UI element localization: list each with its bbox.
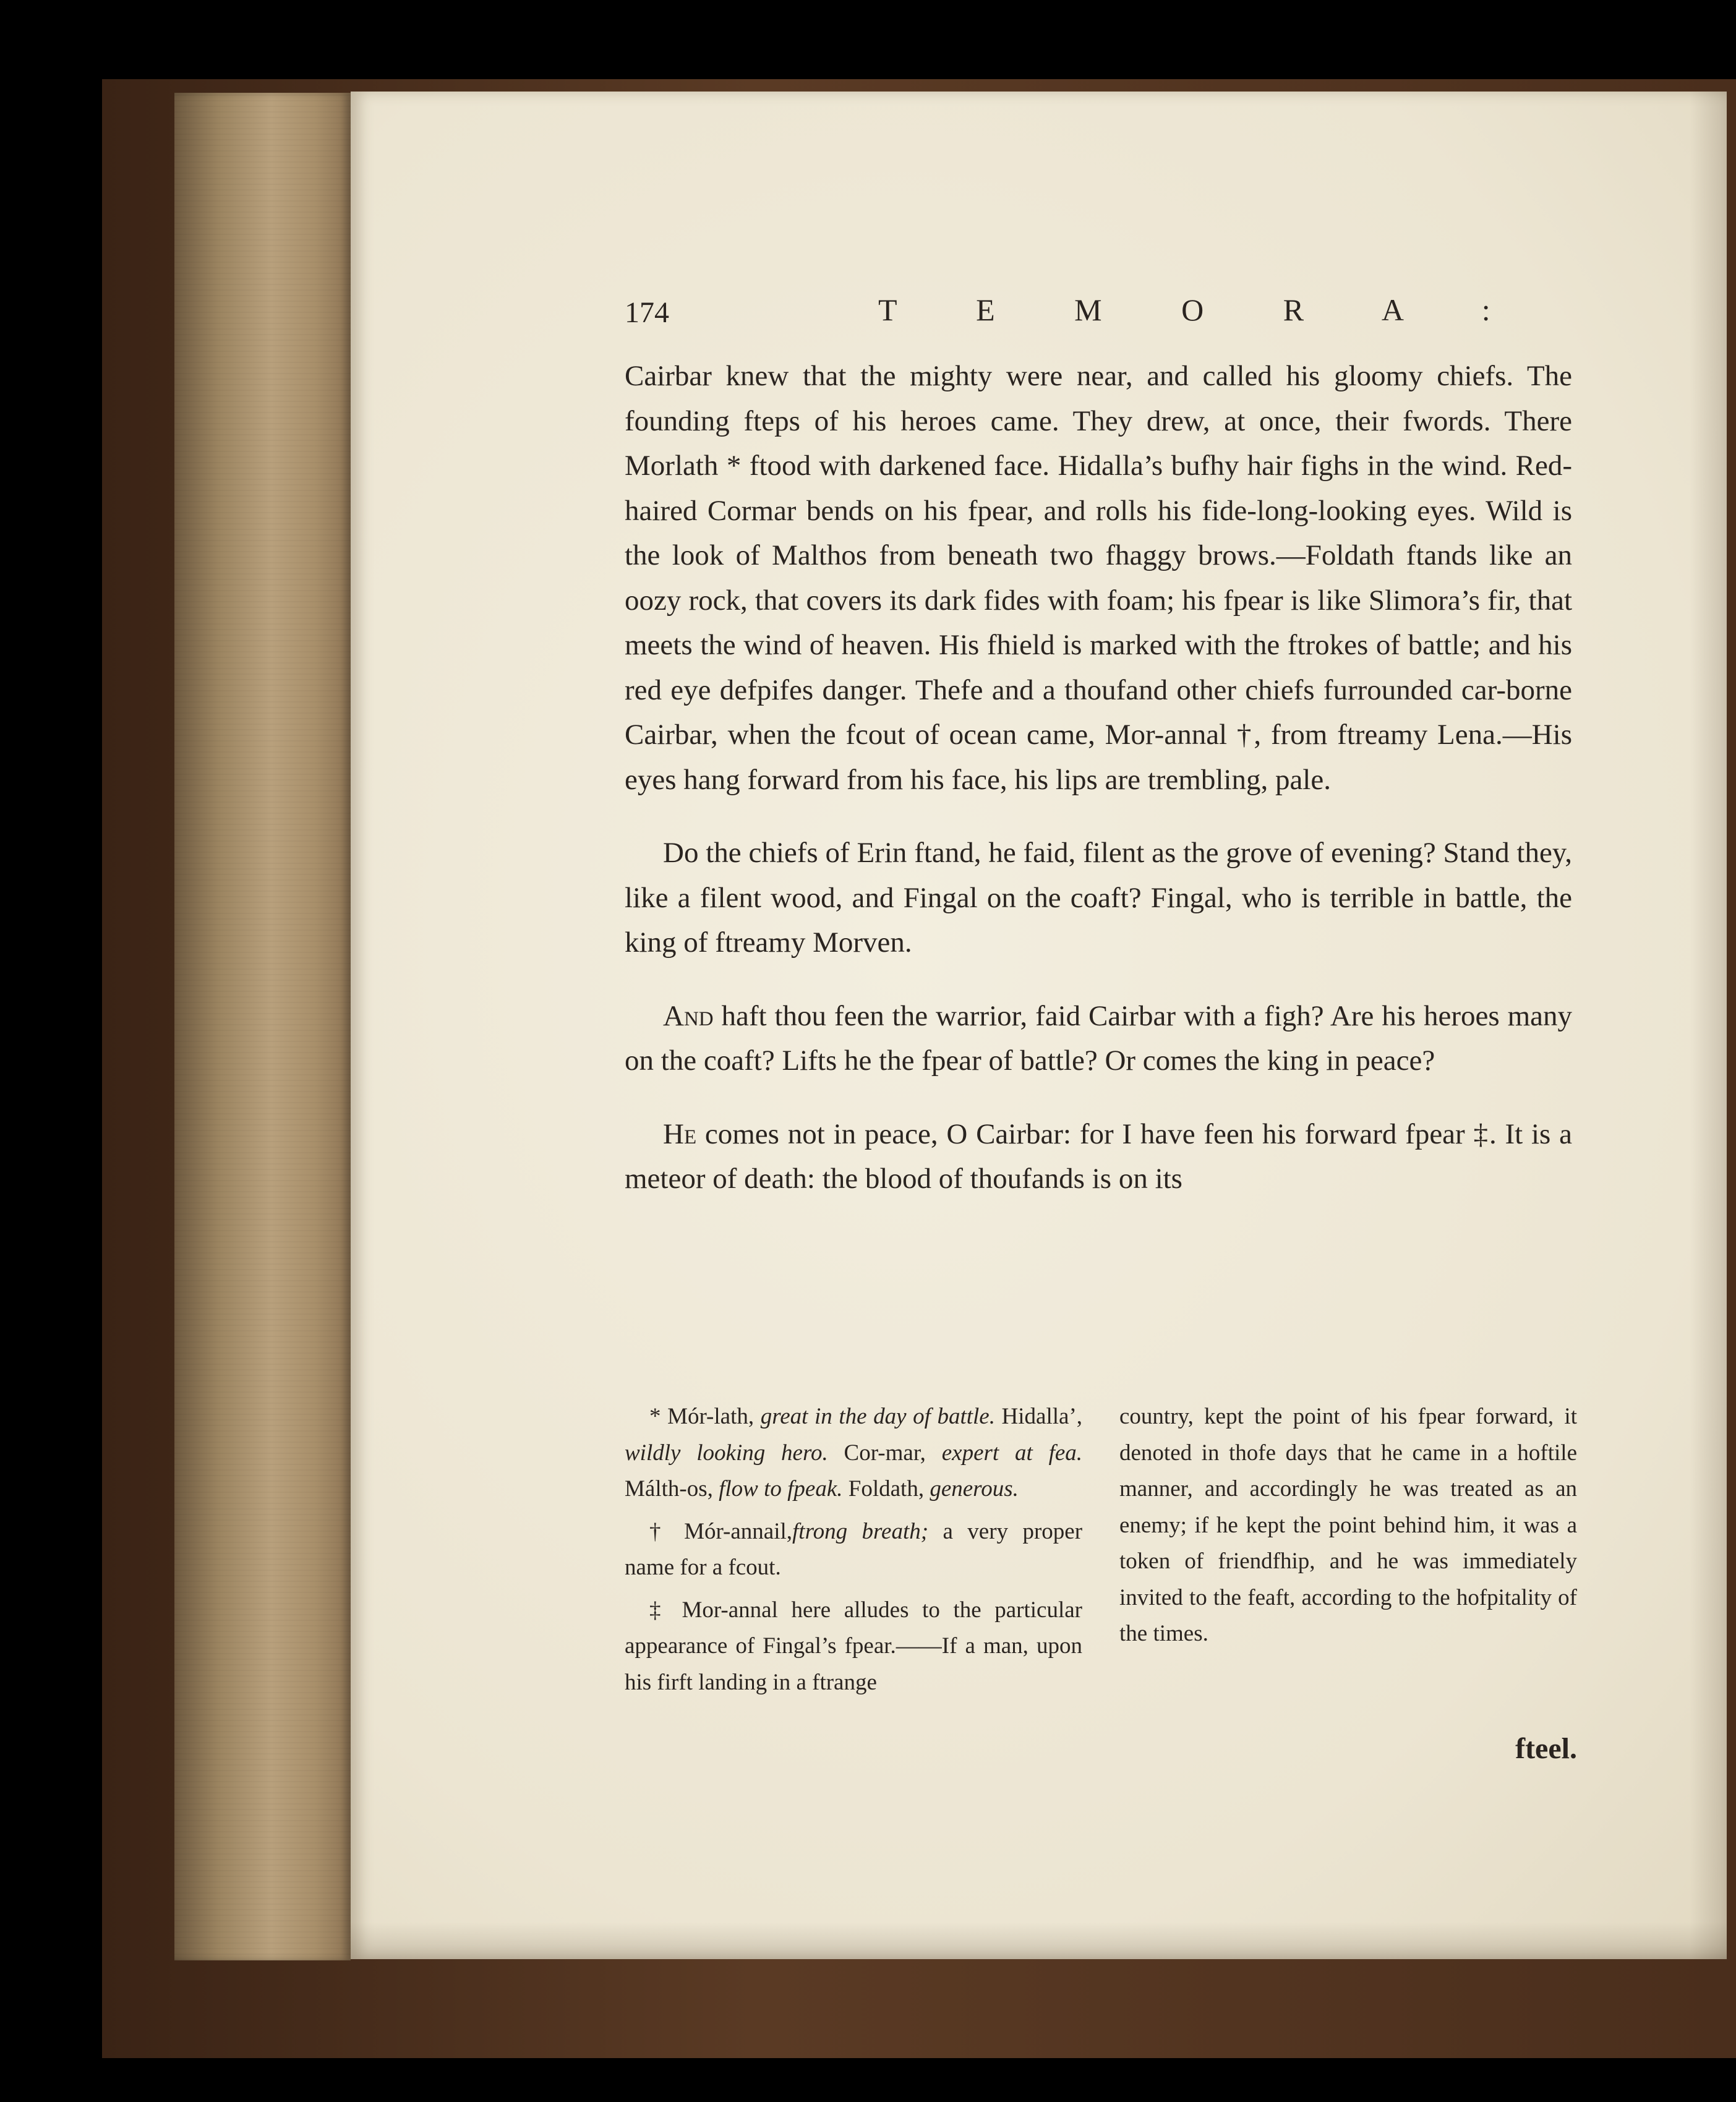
footnote [625, 1514, 1082, 1586]
footnote-marker: ‡ [649, 1597, 669, 1623]
paragraph [625, 994, 1572, 1083]
paragraph [625, 831, 1572, 965]
paragraph-text: haft thou feen the warrior, faid Cairbar with a figh? Are his heroes many on the coaft? Lifts he the fpear of battle? Or comes the king in peace? [625, 999, 1572, 1077]
footnote-column-left [625, 1399, 1082, 1707]
paragraph [625, 354, 1572, 802]
footnote-gloss: generous. [930, 1476, 1019, 1502]
footnote-text: a very proper name for a fcout. [625, 1518, 1083, 1580]
paragraph [625, 1112, 1572, 1202]
footnote-name: Hidalla’, [1001, 1404, 1083, 1429]
running-head [625, 292, 1577, 341]
running-title: T E M O R A : [878, 293, 1526, 327]
footnote-name: Mór-lath, [667, 1404, 755, 1429]
footnote-gloss: wildly looking hero. [625, 1440, 828, 1466]
paragraph-lead: He [663, 1117, 697, 1150]
page-number: 174 [625, 296, 669, 329]
page-shadow [351, 1922, 1727, 1959]
paragraph-text: comes not in peace, O Cairbar: for I have feen his forward fpear ‡. It is a meteor of death: the blood of thoufands is on its [625, 1117, 1572, 1195]
footnote-name: Foldath, [848, 1476, 925, 1502]
paragraph-text: Cairbar knew that the mighty were near, and called his gloomy chiefs. The founding fteps of his heroes came. They drew, at once, their fwords. There Morlath * ftood with darkened face. Hidalla’s bufhy hair fighs in the wind. Red-haired Cormar bends on his fpear, and rolls his fide-long-looking eyes. Wild is the look of Malthos from beneath two fhaggy brows.—Foldath ftands like an oozy rock, that covers its dark fides with foam; his fpear is like Slimora’s fir, that meets the wind of heaven. His fhield is marked with the ftrokes of battle; and his red eye defpifes danger. Thefe and a thoufand other chiefs furrounded car-borne Cairbar, when the fcout of ocean came, Mor-annal †, from ftreamy Lena.—His eyes hang forward from his face, his lips are trembling, pale. [625, 360, 1572, 796]
footnote-text: Mor-annal here alludes to the particular appearance of Fingal’s fpear.——If a man, upon his firft landing in a ftrange [625, 1597, 1082, 1695]
paragraph-text: Do the chiefs of Erin ftand, he faid, filent as the grove of evening? Stand they, like a filent wood, and Fingal on the coaft? Fingal, who is terrible in battle, the king of ftreamy Morven. [625, 837, 1572, 959]
footnote-column-right [1119, 1399, 1577, 1659]
footnote-marker: * [649, 1404, 661, 1429]
paragraph-lead: And [663, 999, 714, 1032]
footnote-continuation [1119, 1399, 1577, 1652]
page-shadow [1690, 92, 1727, 1959]
footnote-gloss: flow to fpeak. [719, 1476, 843, 1502]
catchword: fteel. [1515, 1732, 1577, 1765]
footnote-name: Málth-os, [625, 1476, 713, 1502]
page-edges [174, 93, 351, 1960]
footnote-name: Mór-annail, [684, 1518, 793, 1544]
footnote-marker: † [649, 1518, 670, 1544]
footnote [625, 1399, 1082, 1508]
footnote-name: Cor-mar, [844, 1440, 926, 1466]
footnote-text: country, kept the point of his fpear forward, it denoted in thofe days that he came in a hoftile manner, and accordingly he was treated as an enemy; if he kept the point behind him, it was a token of friendfhip, and he was immediately invited to the feaft, according to the hofpitality of the times. [1119, 1404, 1577, 1646]
footnote-gloss: ftrong breath; [792, 1518, 929, 1544]
footnote-gloss: expert at fea. [941, 1440, 1083, 1466]
footnote [625, 1592, 1082, 1701]
footnote-gloss: great in the day of battle. [760, 1404, 995, 1429]
main-text [625, 354, 1572, 1202]
